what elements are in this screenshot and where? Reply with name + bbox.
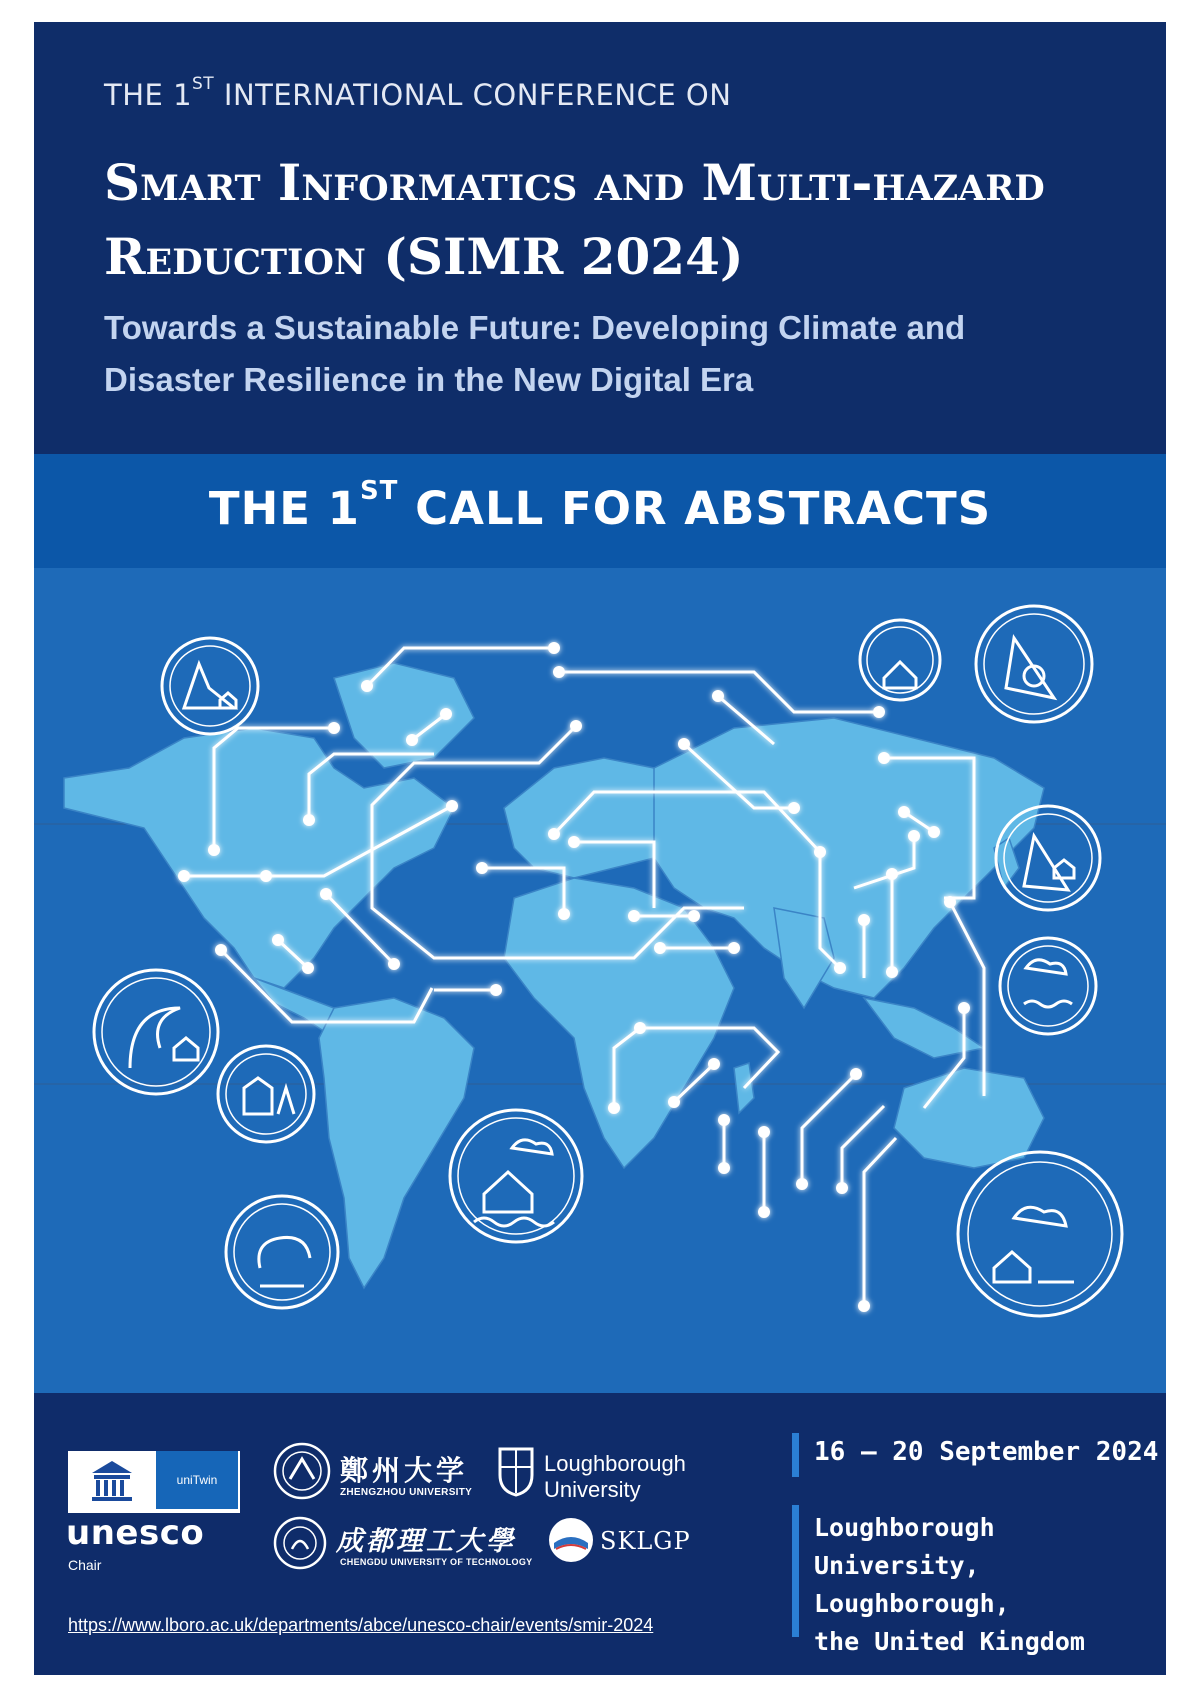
africa: [504, 878, 734, 1168]
network-node: [858, 914, 870, 926]
network-node: [654, 942, 666, 954]
network-node: [814, 846, 826, 858]
network-node: [320, 888, 332, 900]
network-node: [446, 800, 458, 812]
network-node: [873, 706, 885, 718]
world-network-map: [34, 568, 1166, 1393]
network-node: [406, 734, 418, 746]
network-node: [886, 868, 898, 880]
unesco-wordmark: unesco: [66, 1513, 205, 1553]
zhengzhou-seal-icon: [272, 1441, 332, 1501]
network-node: [440, 708, 452, 720]
network-node: [303, 814, 315, 826]
hailstorm-icon: [958, 1152, 1122, 1316]
network-node: [208, 844, 220, 856]
building-collapse-icon: [218, 1046, 314, 1142]
network-node: [758, 1126, 770, 1138]
network-path: [326, 894, 394, 964]
event-date: 16 – 20 September 2024: [814, 1437, 1159, 1467]
network-node: [668, 1096, 680, 1108]
date-accent-bar: [792, 1433, 799, 1477]
hurricane-icon: [226, 1196, 338, 1308]
network-node: [553, 666, 565, 678]
network-node: [836, 1182, 848, 1194]
unitwin-logo: uniTwin: [156, 1451, 238, 1509]
network-node: [718, 1162, 730, 1174]
network-node: [361, 680, 373, 692]
loughborough-shield-icon: [496, 1445, 536, 1497]
sklgp-seal-icon: [546, 1515, 596, 1565]
title-line-1: Smart Informatics and Multi-hazard: [104, 153, 1045, 212]
cdut-name-cn: 成都理工大學: [336, 1526, 516, 1557]
subtitle-line-1: Towards a Sustainable Future: Developing Climate and: [104, 309, 966, 346]
network-node: [328, 722, 340, 734]
network-node: [272, 934, 284, 946]
network-node: [712, 690, 724, 702]
north-america: [64, 728, 454, 988]
network-node: [178, 870, 190, 882]
network-node: [548, 828, 560, 840]
zhengzhou-name-en: ZHENGZHOU UNIVERSITY: [340, 1487, 473, 1498]
sklgp-wordmark: SKLGP: [600, 1527, 691, 1555]
unesco-temple-icon: [70, 1453, 154, 1507]
network-node: [834, 962, 846, 974]
network-node: [388, 958, 400, 970]
greenland: [334, 663, 474, 768]
network-node: [570, 720, 582, 732]
cdut-name-en: CHENGDU UNIVERSITY OF TECHNOLOGY: [340, 1557, 533, 1567]
storm-flood-icon: [1000, 938, 1096, 1034]
network-node: [558, 908, 570, 920]
network-node: [628, 910, 640, 922]
network-node: [608, 1102, 620, 1114]
network-node: [476, 862, 488, 874]
landslide-icon: [162, 638, 258, 734]
subtitle-line-2: Disaster Resilience in the New Digital Era: [104, 361, 754, 398]
network-node: [908, 830, 920, 842]
network-node: [758, 1206, 770, 1218]
conference-title: [104, 146, 1114, 294]
network-node: [796, 1178, 808, 1190]
network-node: [548, 642, 560, 654]
poster-header: [34, 22, 1166, 454]
network-node: [850, 1068, 862, 1080]
network-node: [634, 1022, 646, 1034]
network-node: [708, 1058, 720, 1070]
poster-footer: [34, 1393, 1166, 1675]
call-band: [34, 454, 1166, 568]
map-graphic: [34, 568, 1166, 1393]
tsunami-icon: [94, 970, 218, 1094]
network-node: [490, 984, 502, 996]
earthquake-house-icon: [860, 620, 940, 700]
network-node: [568, 836, 580, 848]
network-node: [215, 944, 227, 956]
network-node: [886, 966, 898, 978]
venue-accent-bar: [792, 1505, 799, 1637]
network-node: [678, 738, 690, 750]
network-node: [958, 1002, 970, 1014]
network-node: [302, 962, 314, 974]
event-venue: Loughborough University, Loughborough, the United Kingdom: [814, 1513, 1085, 1656]
cdut-seal-icon: [272, 1515, 328, 1571]
india: [774, 908, 834, 1008]
loughborough-wordmark: Loughborough University: [544, 1451, 686, 1502]
network-path: [802, 1074, 856, 1184]
network-node: [898, 806, 910, 818]
conference-kicker: THE 1ST INTERNATIONAL CONFERENCE ON: [104, 74, 732, 112]
conference-subtitle: [104, 302, 1124, 406]
call-for-abstracts: THE 1ST CALL FOR ABSTRACTS: [208, 476, 992, 535]
network-node: [944, 896, 956, 908]
network-node: [788, 802, 800, 814]
zhengzhou-name-cn: 鄭州大学: [340, 1454, 469, 1487]
network-node: [728, 942, 740, 954]
network-path: [864, 1138, 896, 1306]
conference-poster: [34, 22, 1166, 1675]
network-node: [688, 910, 700, 922]
network-node: [878, 752, 890, 764]
flood-house-icon: [450, 1110, 582, 1242]
event-url-link[interactable]: https://www.lboro.ac.uk/departments/abce/unesco-chair/events/smir-2024: [68, 1615, 654, 1635]
unesco-chair-label: Chair: [68, 1557, 102, 1573]
network-node: [928, 826, 940, 838]
title-line-2: Reduction (SIMR 2024): [104, 227, 744, 286]
network-node: [260, 870, 272, 882]
south-america: [319, 998, 474, 1288]
avalanche-icon: [976, 606, 1092, 722]
network-node: [858, 1300, 870, 1312]
network-node: [718, 1114, 730, 1126]
